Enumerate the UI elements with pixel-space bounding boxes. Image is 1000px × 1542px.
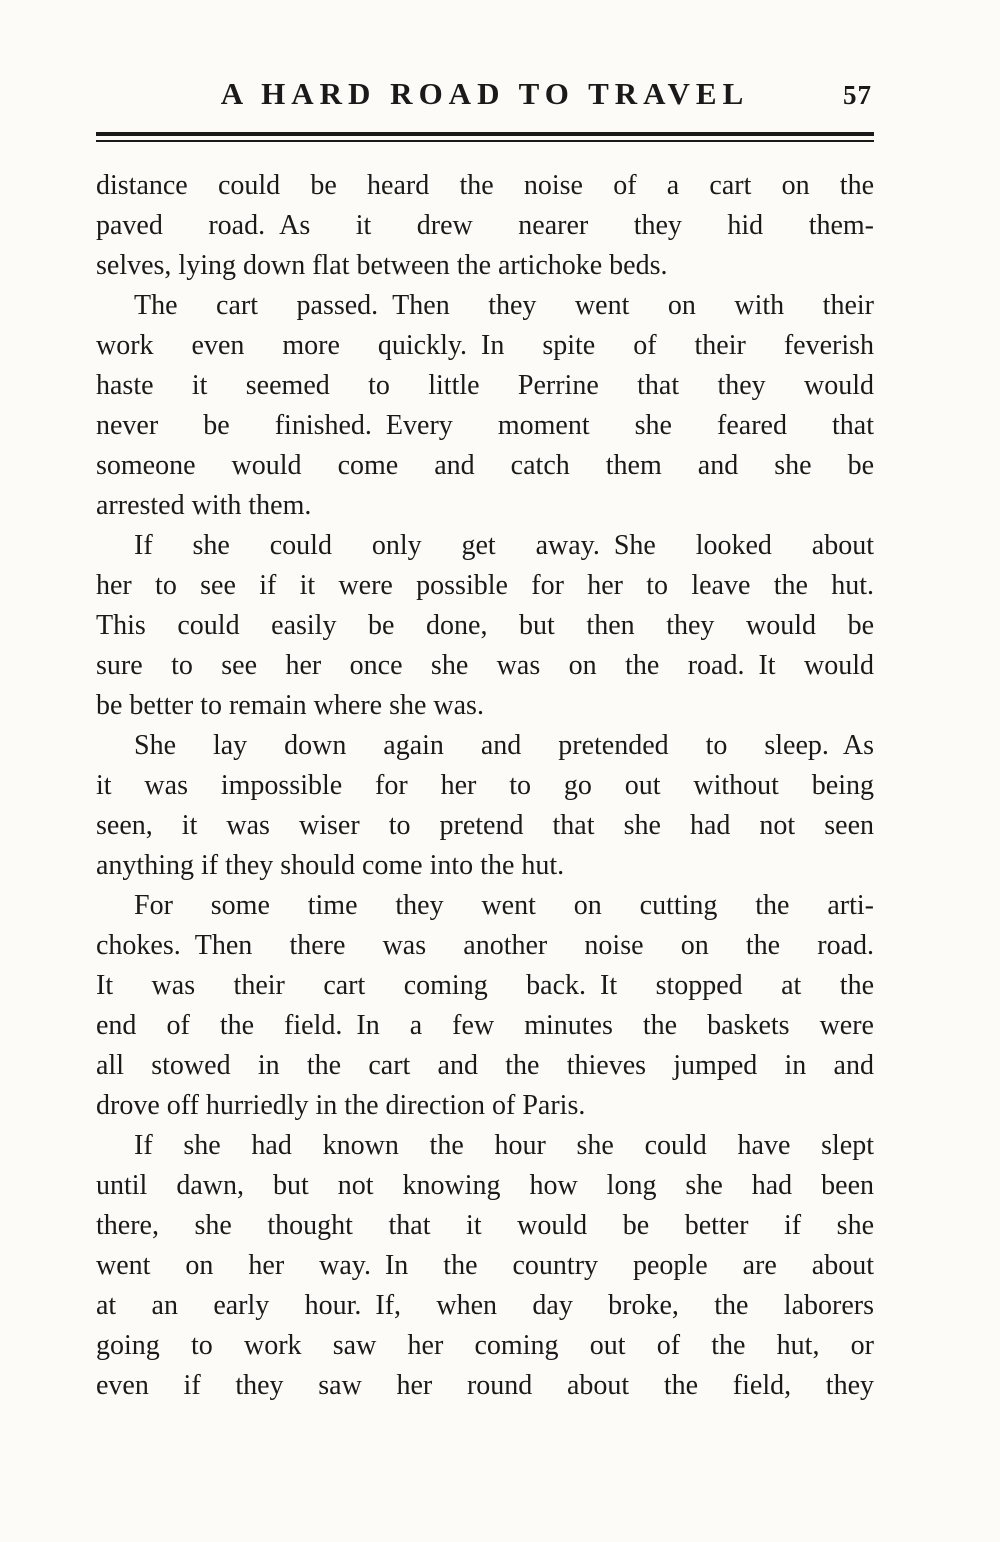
text-line: It was their cart coming back. It stopped at the	[96, 970, 874, 1001]
text-line: The cart passed. Then they went on with their	[134, 290, 874, 321]
text-line: at an early hour. If, when day broke, the laborers	[96, 1290, 874, 1321]
text-line: be better to remain where she was.	[96, 690, 484, 721]
paragraph	[96, 726, 874, 886]
text-line: If she had known the hour she could have slept	[134, 1130, 874, 1161]
paragraph	[96, 286, 874, 526]
page-title: A HARD ROAD TO TRAVEL	[220, 76, 750, 111]
text-line: sure to see her once she was on the road. It would	[96, 650, 874, 681]
text-line: anything if they should come into the hut.	[96, 850, 565, 881]
text-line: seen, it was wiser to pretend that she had not seen	[96, 810, 874, 841]
text-line: haste it seemed to little Perrine that they would	[96, 370, 874, 401]
paragraph	[96, 1126, 874, 1406]
paragraph	[96, 526, 874, 726]
text-line: distance could be heard the noise of a cart on the	[96, 170, 874, 201]
page-number: 57	[843, 80, 872, 110]
text-line: selves, lying down flat between the artichoke beds.	[96, 250, 668, 281]
double-rule	[96, 132, 874, 142]
paragraph	[96, 166, 874, 286]
text-line: arrested with them.	[96, 490, 312, 521]
page-body	[96, 166, 874, 1406]
text-line: drove off hurriedly in the direction of Paris.	[96, 1090, 586, 1121]
text-line: until dawn, but not knowing how long she had been	[96, 1170, 874, 1201]
text-line: someone would come and catch them and she be	[96, 450, 874, 481]
text-line: never be finished. Every moment she feared that	[96, 410, 874, 441]
page-header	[96, 76, 874, 120]
text-line: end of the field. In a few minutes the baskets were	[96, 1010, 874, 1041]
text-line: there, she thought that it would be better if she	[96, 1210, 874, 1241]
text-line: going to work saw her coming out of the hut, or	[96, 1330, 874, 1361]
text-line: For some time they went on cutting the arti-	[134, 890, 874, 921]
text-line: work even more quickly. In spite of their feverish	[96, 330, 874, 361]
text-line: chokes. Then there was another noise on the road.	[96, 930, 874, 961]
text-line: went on her way. In the country people are about	[96, 1250, 874, 1281]
text-line: This could easily be done, but then they would be	[96, 610, 874, 641]
text-line: it was impossible for her to go out without being	[96, 770, 874, 801]
text-line: paved road. As it drew nearer they hid them-	[96, 210, 874, 241]
text-line: all stowed in the cart and the thieves jumped in and	[96, 1050, 874, 1081]
text-line: her to see if it were possible for her to leave the hut.	[96, 570, 874, 601]
paragraph	[96, 886, 874, 1126]
text-line: If she could only get away. She looked about	[134, 530, 874, 561]
text-line: even if they saw her round about the field, they	[96, 1370, 874, 1401]
text-line: She lay down again and pretended to sleep. As	[134, 730, 874, 761]
